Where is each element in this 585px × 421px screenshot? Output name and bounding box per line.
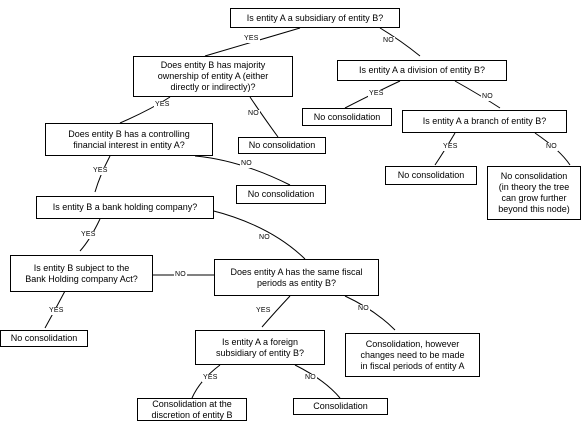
label-no-n1-n3: NO (383, 37, 394, 44)
node-no-consolidation-tree-continues: No consolidation (in theory the tree can grow further beyond this node) (487, 166, 581, 220)
label-no-n3-n7: NO (482, 93, 493, 100)
edge-n14-n17 (345, 296, 395, 330)
label-yes-n7-n11: YES (443, 143, 458, 150)
label-no-n4-n10: NO (241, 160, 252, 167)
label-no-n7-n12: NO (546, 143, 557, 150)
node-same-fiscal-periods-question: Does entity A has the same fiscal periods as entity B? (214, 259, 379, 296)
label-no-n16-n19: NO (305, 374, 316, 381)
label-yes-n3-n6: YES (369, 90, 384, 97)
node-consolidation-at-discretion: Consolidation at the discretion of entity B (137, 398, 247, 421)
node-no-consolidation-3: No consolidation (236, 185, 326, 204)
label-no-n14-n17: NO (358, 305, 369, 312)
label-no-n13-n14: NO (175, 271, 186, 278)
node-controlling-interest-question: Does entity B has a controlling financial interest in entity A? (45, 123, 213, 156)
node-no-consolidation-5: No consolidation (0, 330, 88, 347)
node-foreign-subsidiary-question: Is entity A a foreign subsidiary of entity B? (195, 330, 325, 365)
label-yes-n13-n15: YES (49, 307, 64, 314)
node-bank-holding-question: Is entity B a bank holding company? (36, 196, 214, 219)
node-bank-holding-act-question: Is entity B subject to the Bank Holding company Act? (10, 255, 153, 292)
label-no-n9-n14: NO (259, 234, 270, 241)
label-no-n2-n5: NO (248, 110, 259, 117)
node-subsidiary-question: Is entity A a subsidiary of entity B? (230, 8, 400, 28)
node-division-question: Is entity A a division of entity B? (337, 60, 507, 81)
node-consolidation: Consolidation (293, 398, 388, 415)
node-consolidation-fiscal-changes: Consolidation, however changes need to be made in fiscal periods of entity A (345, 333, 480, 377)
edge-n16-n19 (295, 365, 340, 398)
label-yes-n1-n2: YES (244, 35, 259, 42)
node-no-consolidation-2: No consolidation (302, 108, 392, 126)
label-yes-n16-n18: YES (203, 374, 218, 381)
label-yes-n9-n13: YES (81, 231, 96, 238)
node-no-consolidation-4: No consolidation (385, 166, 477, 185)
label-yes-n14-n16: YES (256, 307, 271, 314)
node-branch-question: Is entity A a branch of entity B? (402, 110, 567, 133)
node-majority-ownership-question: Does entity B has majority ownership of entity A (either directly or indirectly)? (133, 56, 293, 97)
node-no-consolidation-1: No consolidation (238, 137, 326, 154)
label-yes-n2-n4: YES (155, 101, 170, 108)
label-yes-n4-n9: YES (93, 167, 108, 174)
